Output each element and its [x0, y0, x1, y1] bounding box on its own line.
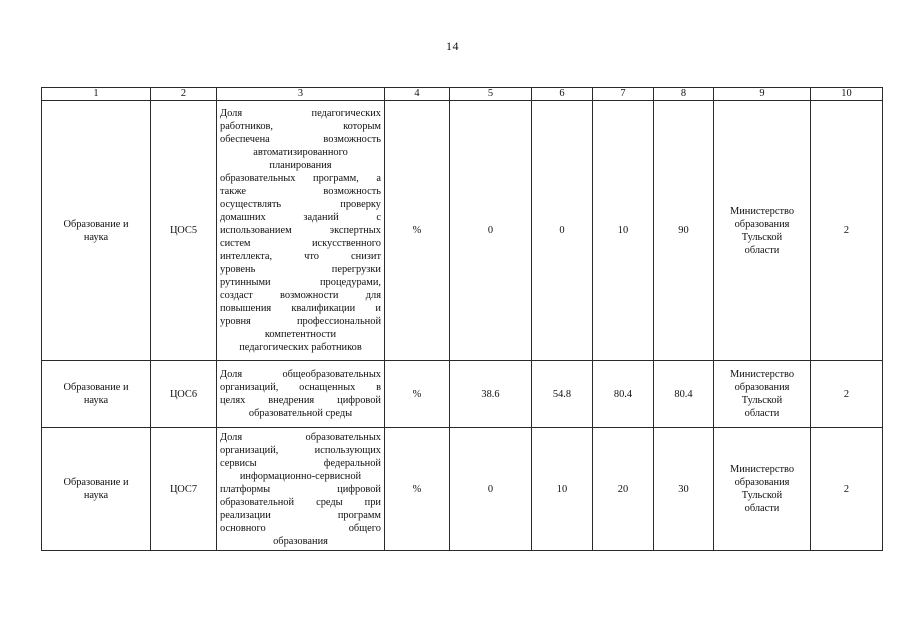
- column-number-1: 1: [42, 88, 151, 101]
- table-header-row: [42, 88, 883, 101]
- table-row: [42, 101, 883, 361]
- sector-cell: Образование и наука: [42, 428, 151, 551]
- value-col8: 90: [654, 101, 714, 361]
- column-number-3: 3: [217, 88, 385, 101]
- column-number-2: 2: [151, 88, 217, 101]
- column-number-4: 4: [385, 88, 450, 101]
- unit-cell: %: [385, 428, 450, 551]
- table-row: [42, 361, 883, 428]
- value-col10: 2: [811, 428, 883, 551]
- column-number-9: 9: [714, 88, 811, 101]
- value-col6: 10: [532, 428, 593, 551]
- page-number: 14: [446, 39, 459, 53]
- value-col7: 80.4: [593, 361, 654, 428]
- value-col8: 80.4: [654, 361, 714, 428]
- value-col7: 10: [593, 101, 654, 361]
- table-row: [42, 428, 883, 551]
- sector-cell: Образование и наука: [42, 101, 151, 361]
- value-col10: 2: [811, 361, 883, 428]
- value-col5: 38.6: [450, 361, 532, 428]
- indicator-code: ЦОС7: [151, 428, 217, 551]
- indicator-description: Доля общеобразовательных организаций, оснащенных в целях внедрения цифровой образовательной среды: [217, 361, 385, 428]
- value-col5: 0: [450, 428, 532, 551]
- value-col5: 0: [450, 101, 532, 361]
- column-number-7: 7: [593, 88, 654, 101]
- column-number-6: 6: [532, 88, 593, 101]
- value-col6: 54.8: [532, 361, 593, 428]
- unit-cell: %: [385, 101, 450, 361]
- sector-cell: Образование и наука: [42, 361, 151, 428]
- indicators-table: [41, 87, 883, 551]
- unit-cell: %: [385, 361, 450, 428]
- column-number-5: 5: [450, 88, 532, 101]
- indicator-description: Доля образовательных организаций, использующих сервисы федеральной информационно-сервисной платформы цифровой образовательной среды при реализации программ основного общего образования: [217, 428, 385, 551]
- responsible-ministry: Министерство образования Тульской области: [714, 101, 811, 361]
- value-col10: 2: [811, 101, 883, 361]
- value-col7: 20: [593, 428, 654, 551]
- indicator-code: ЦОС5: [151, 101, 217, 361]
- column-number-10: 10: [811, 88, 883, 101]
- value-col6: 0: [532, 101, 593, 361]
- responsible-ministry: Министерство образования Тульской области: [714, 428, 811, 551]
- value-col8: 30: [654, 428, 714, 551]
- column-number-8: 8: [654, 88, 714, 101]
- indicator-description: Доля педагогических работников, которым обеспечена возможность автоматизированного планирования образовательных программ, а также возможность осуществлять проверку домашних заданий с использованием экспертных систем искусственного интеллекта, что снизит уровень перегрузки рутинными процедурами, создаст возможности для повышения квалификации и уровня профессиональной компетентности педагогических работников: [217, 101, 385, 361]
- indicator-code: ЦОС6: [151, 361, 217, 428]
- responsible-ministry: Министерство образования Тульской области: [714, 361, 811, 428]
